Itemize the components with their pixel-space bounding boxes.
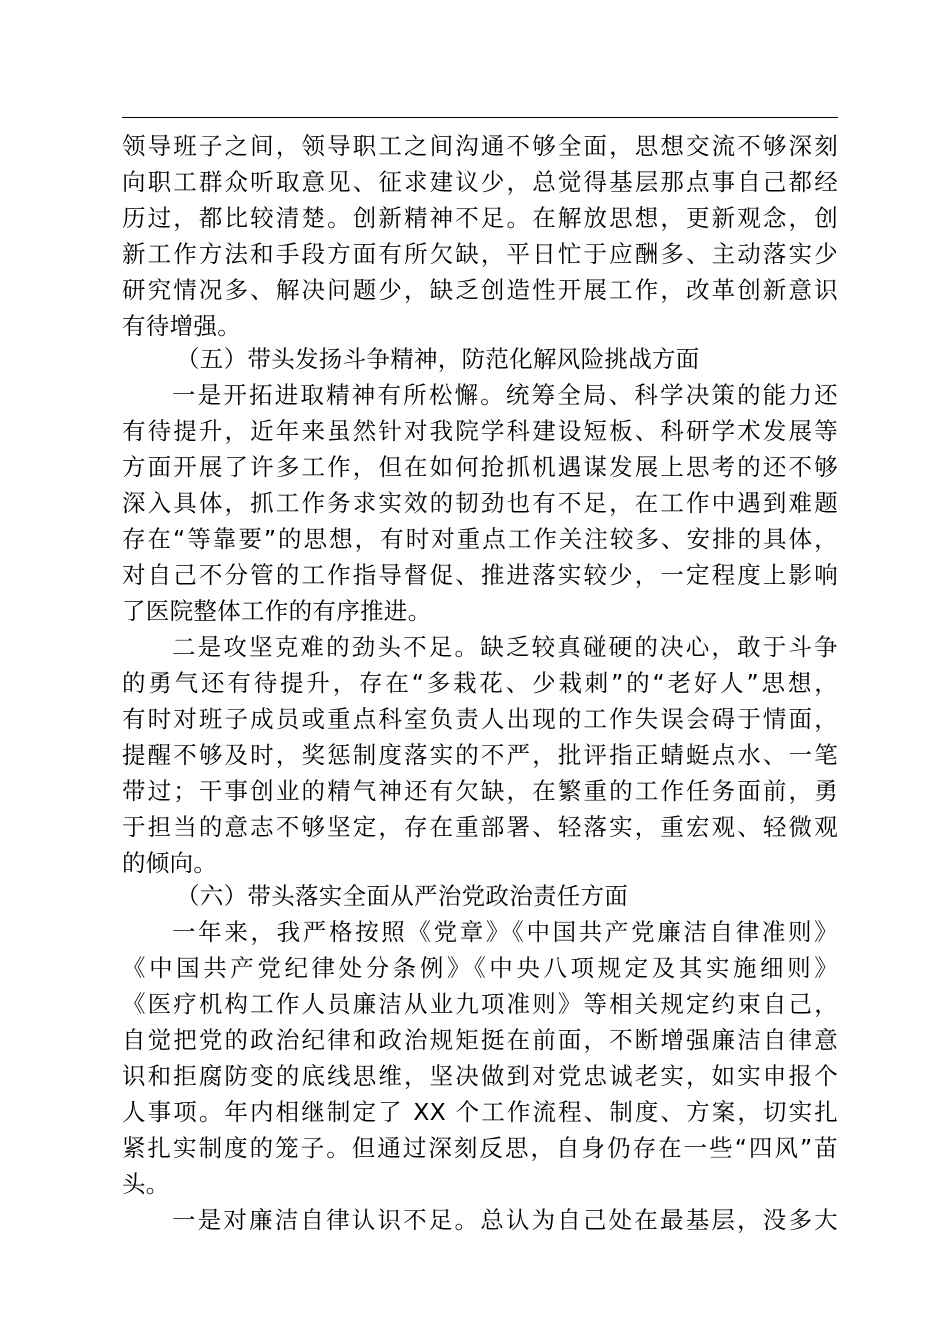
paragraph-line: 自觉把党的政治纪律和政治规矩挺在前面，不断增强廉洁自律意: [122, 1026, 838, 1054]
paragraph-line: 向职工群众听取意见、征求建议少，总觉得基层那点事自己都经: [122, 168, 838, 196]
paragraph-line: 有待提升，近年来虽然针对我院学科建设短板、科研学术发展等: [122, 417, 838, 445]
paragraph-line: 新工作方法和手段方面有所欠缺，平日忙于应酬多、主动落实少: [122, 240, 838, 268]
paragraph-line: 了医院整体工作的有序推进。: [122, 597, 432, 625]
paragraph-line: 有待增强。: [122, 312, 241, 340]
paragraph-line: 《医疗机构工作人员廉洁从业九项准则》等相关规定约束自己，: [122, 990, 838, 1018]
paragraph-line: 研究情况多、解决问题少，缺乏创造性开展工作，改革创新意识: [122, 276, 838, 304]
paragraph-line: 的倾向。: [122, 849, 218, 877]
paragraph-line: 识和拒腐防变的底线思维，坚决做到对党忠诚老实，如实申报个: [122, 1062, 838, 1090]
paragraph-line: 带过；干事创业的精气神还有欠缺，在繁重的工作任务面前，勇: [122, 777, 838, 805]
paragraph-line: 紧扎实制度的笼子。但通过深刻反思，自身仍存在一些“四风”苗: [122, 1134, 838, 1162]
paragraph-line: 存在“等靠要”的思想，有时对重点工作关注较多、安排的具体，: [122, 525, 838, 553]
paragraph-line: 的勇气还有待提升，存在“多栽花、少栽刺”的“老好人”思想，: [122, 669, 838, 697]
paragraph-line: 一是开拓进取精神有所松懈。统筹全局、科学决策的能力还: [172, 381, 838, 409]
paragraph-line: 二是攻坚克难的劲头不足。缺乏较真碰硬的决心，敢于斗争: [172, 633, 838, 661]
paragraph-line: 头。: [122, 1170, 170, 1198]
paragraph-line: 深入具体，抓工作务求实效的韧劲也有不足，在工作中遇到难题: [122, 489, 838, 517]
paragraph-line: 一是对廉洁自律认识不足。总认为自己处在最基层，没多大: [172, 1206, 838, 1234]
header-divider: [122, 117, 838, 118]
paragraph-line: 《中国共产党纪律处分条例》《中央八项规定及其实施细则》: [122, 954, 838, 982]
section-heading: （六）带头落实全面从严治党政治责任方面: [176, 882, 629, 910]
paragraph-line: 提醒不够及时，奖惩制度落实的不严，批评指正蜻蜓点水、一笔: [122, 741, 838, 769]
section-heading: （五）带头发扬斗争精神，防范化解风险挑战方面: [176, 345, 700, 373]
paragraph-line: 于担当的意志不够坚定，存在重部署、轻落实，重宏观、轻微观: [122, 813, 838, 841]
paragraph-line: 方面开展了许多工作，但在如何抢抓机遇谋发展上思考的还不够: [122, 453, 838, 481]
paragraph-line: 历过，都比较清楚。创新精神不足。在解放思想，更新观念，创: [122, 204, 838, 232]
paragraph-line: 对自己不分管的工作指导督促、推进落实较少，一定程度上影响: [122, 561, 838, 589]
paragraph-line: 一年来，我严格按照《党章》《中国共产党廉洁自律准则》: [172, 918, 838, 946]
paragraph-line: 人事项。年内相继制定了 XX 个工作流程、制度、方案，切实扎: [122, 1098, 838, 1126]
paragraph-line: 有时对班子成员或重点科室负责人出现的工作失误会碍于情面，: [122, 705, 838, 733]
paragraph-line: 领导班子之间，领导职工之间沟通不够全面，思想交流不够深刻: [122, 132, 838, 160]
